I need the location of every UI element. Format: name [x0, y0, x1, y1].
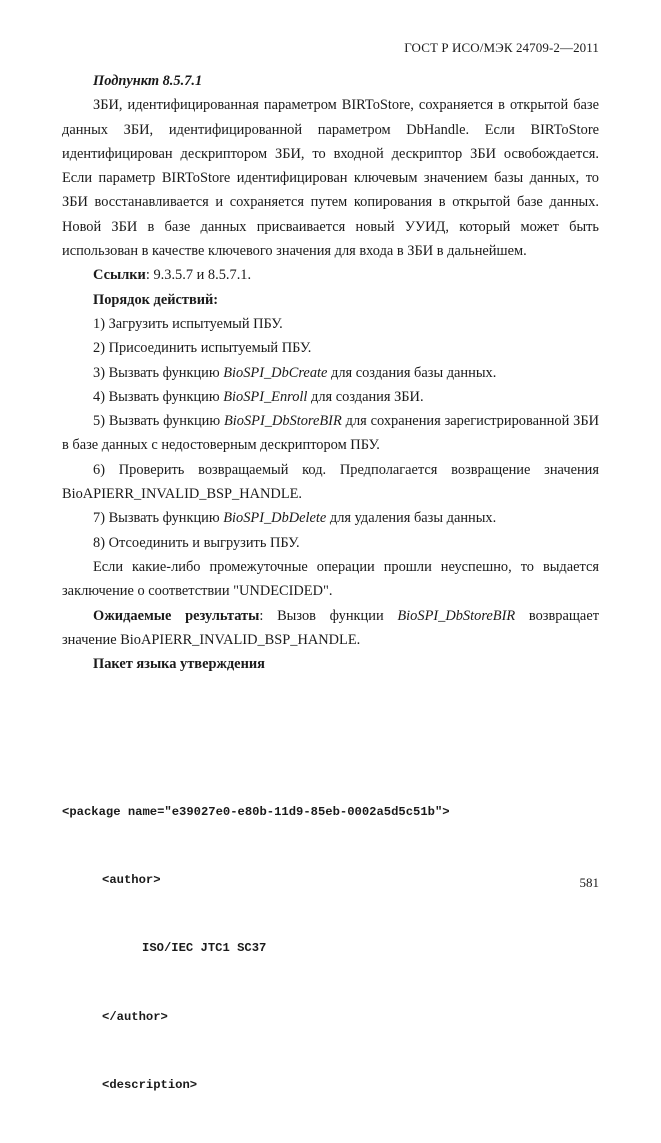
step-5-post: для сохранения зарегистрированной ЗБИ в базе данных с недостоверным дескриптором ПБУ. — [62, 413, 599, 454]
step-5-pre: 5) Вызвать функцию — [93, 413, 224, 430]
step-3 — [62, 361, 599, 385]
step-8: 8) Отсоединить и выгрузить ПБУ. — [93, 534, 300, 551]
step-7-pre: 7) Вызвать функцию — [93, 510, 224, 527]
code-line: ISO/IEC JTC1 SC37 — [142, 941, 267, 956]
expected-results — [62, 604, 599, 653]
references-label: Ссылки — [93, 267, 146, 284]
assertion-title — [62, 652, 599, 676]
step-5 — [62, 409, 599, 458]
step-1: 1) Загрузить испытуемый ПБУ. — [93, 315, 283, 332]
expected-label: Ожидаемые результаты — [93, 607, 260, 624]
step-3-function: BioSPI_DbCreate — [223, 364, 328, 381]
code-block — [62, 755, 602, 1143]
step-6: 6) Проверить возвращаемый код. Предполагается возвращение значения BioAPIERR_INVALID_BSP_HANDLE. — [62, 461, 599, 503]
page-header: ГОСТ Р ИСО/МЭК 24709-2—2011 — [404, 40, 599, 55]
page-number: 581 — [579, 875, 599, 890]
step-4-function: BioSPI_Enroll — [223, 388, 308, 405]
expected-post: возвращает значение BioAPIERR_INVALID_BSP_HANDLE. — [62, 607, 599, 648]
references-value: : 9.3.5.7 и 8.5.7.1. — [145, 267, 252, 284]
step-3-pre: 3) Вызвать функцию — [93, 364, 224, 381]
code-line: <author> — [102, 872, 161, 887]
step-4-pre: 4) Вызвать функцию — [93, 388, 224, 405]
step-2: 2) Присоединить испытуемый ПБУ. — [93, 340, 312, 357]
step-5-function: BioSPI_DbStoreBIR — [224, 413, 342, 430]
expected-pre: : Вызов функции — [259, 607, 398, 624]
code-line: </author> — [102, 1009, 168, 1024]
procedure-title — [62, 288, 599, 312]
description-paragraph: ЗБИ, идентифицированная параметром BIRToStore, сохраняется в открытой базе данных ЗБИ, идентифицированной параметром DbHandle. Если BIRToStore идентифицирован дескриптором ЗБИ, то входной дескриптор ЗБИ освобождается. Если параметр BIRToStore идентифицирован ключевым значением базы данных, то ЗБИ восстанавливается и сохраняется путем копирования в открытой базе данных. Новой ЗБИ в базе данных присваивается новый УУИД, который может быть использован в качестве ключевого значения для входа в ЗБИ в дальнейшем. — [62, 97, 599, 260]
failure-note: Если какие-либо промежуточные операции прошли неуспешно, то выдается заключение о соответствии "UNDECIDED". — [62, 558, 599, 600]
references-line — [62, 263, 599, 287]
subclause-title-text: Подпункт 8.5.7.1 — [93, 73, 203, 89]
code-line: <description> — [102, 1078, 198, 1093]
code-line: <package name="e39027e0-e80b-11d9-85eb-0002a5d5c51b"> — [62, 804, 450, 819]
expected-function: BioSPI_DbStoreBIR — [397, 607, 516, 624]
main-content — [62, 69, 599, 676]
step-7-post: для удаления базы данных. — [326, 510, 497, 527]
procedure-title-text: Порядок действий: — [93, 291, 219, 308]
step-4 — [62, 385, 599, 409]
step-7 — [62, 506, 599, 530]
step-4-post: для создания ЗБИ. — [307, 388, 424, 405]
assertion-title-text: Пакет языка утверждения — [93, 656, 265, 673]
step-7-function: BioSPI_DbDelete — [223, 510, 327, 527]
subclause-title — [62, 69, 599, 93]
step-3-post: для создания базы данных. — [327, 364, 497, 381]
